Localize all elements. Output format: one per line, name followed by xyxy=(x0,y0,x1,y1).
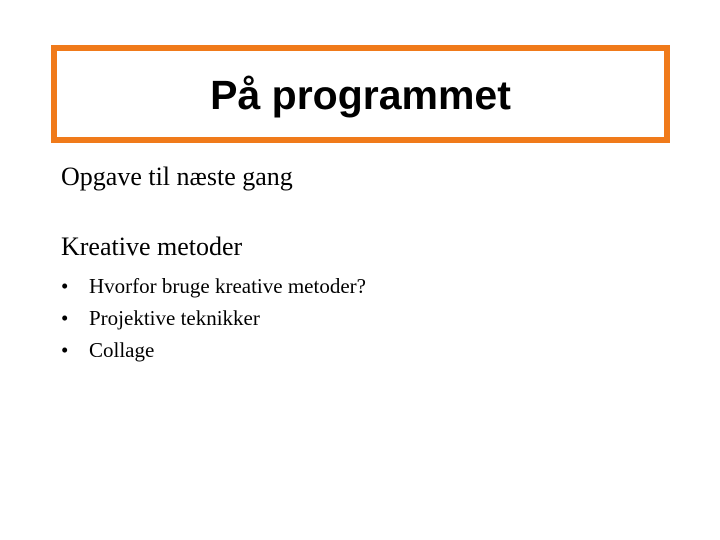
bullet-text: Projektive teknikker xyxy=(89,306,260,330)
slide-title: På programmet xyxy=(210,71,511,118)
heading-creative-methods: Kreative metoder xyxy=(61,232,243,261)
bullet-icon: • xyxy=(61,274,69,298)
bullet-icon: • xyxy=(61,338,69,362)
bullet-icon: • xyxy=(61,306,69,330)
bullet-text: Hvorfor bruge kreative metoder? xyxy=(89,274,366,298)
bullet-item xyxy=(61,334,366,366)
title-box xyxy=(51,45,670,143)
heading-assignment: Opgave til næste gang xyxy=(61,162,293,191)
bullet-item xyxy=(61,302,366,334)
bullet-item xyxy=(61,270,366,302)
bullet-text: Collage xyxy=(89,338,155,362)
bullet-list xyxy=(61,270,366,366)
